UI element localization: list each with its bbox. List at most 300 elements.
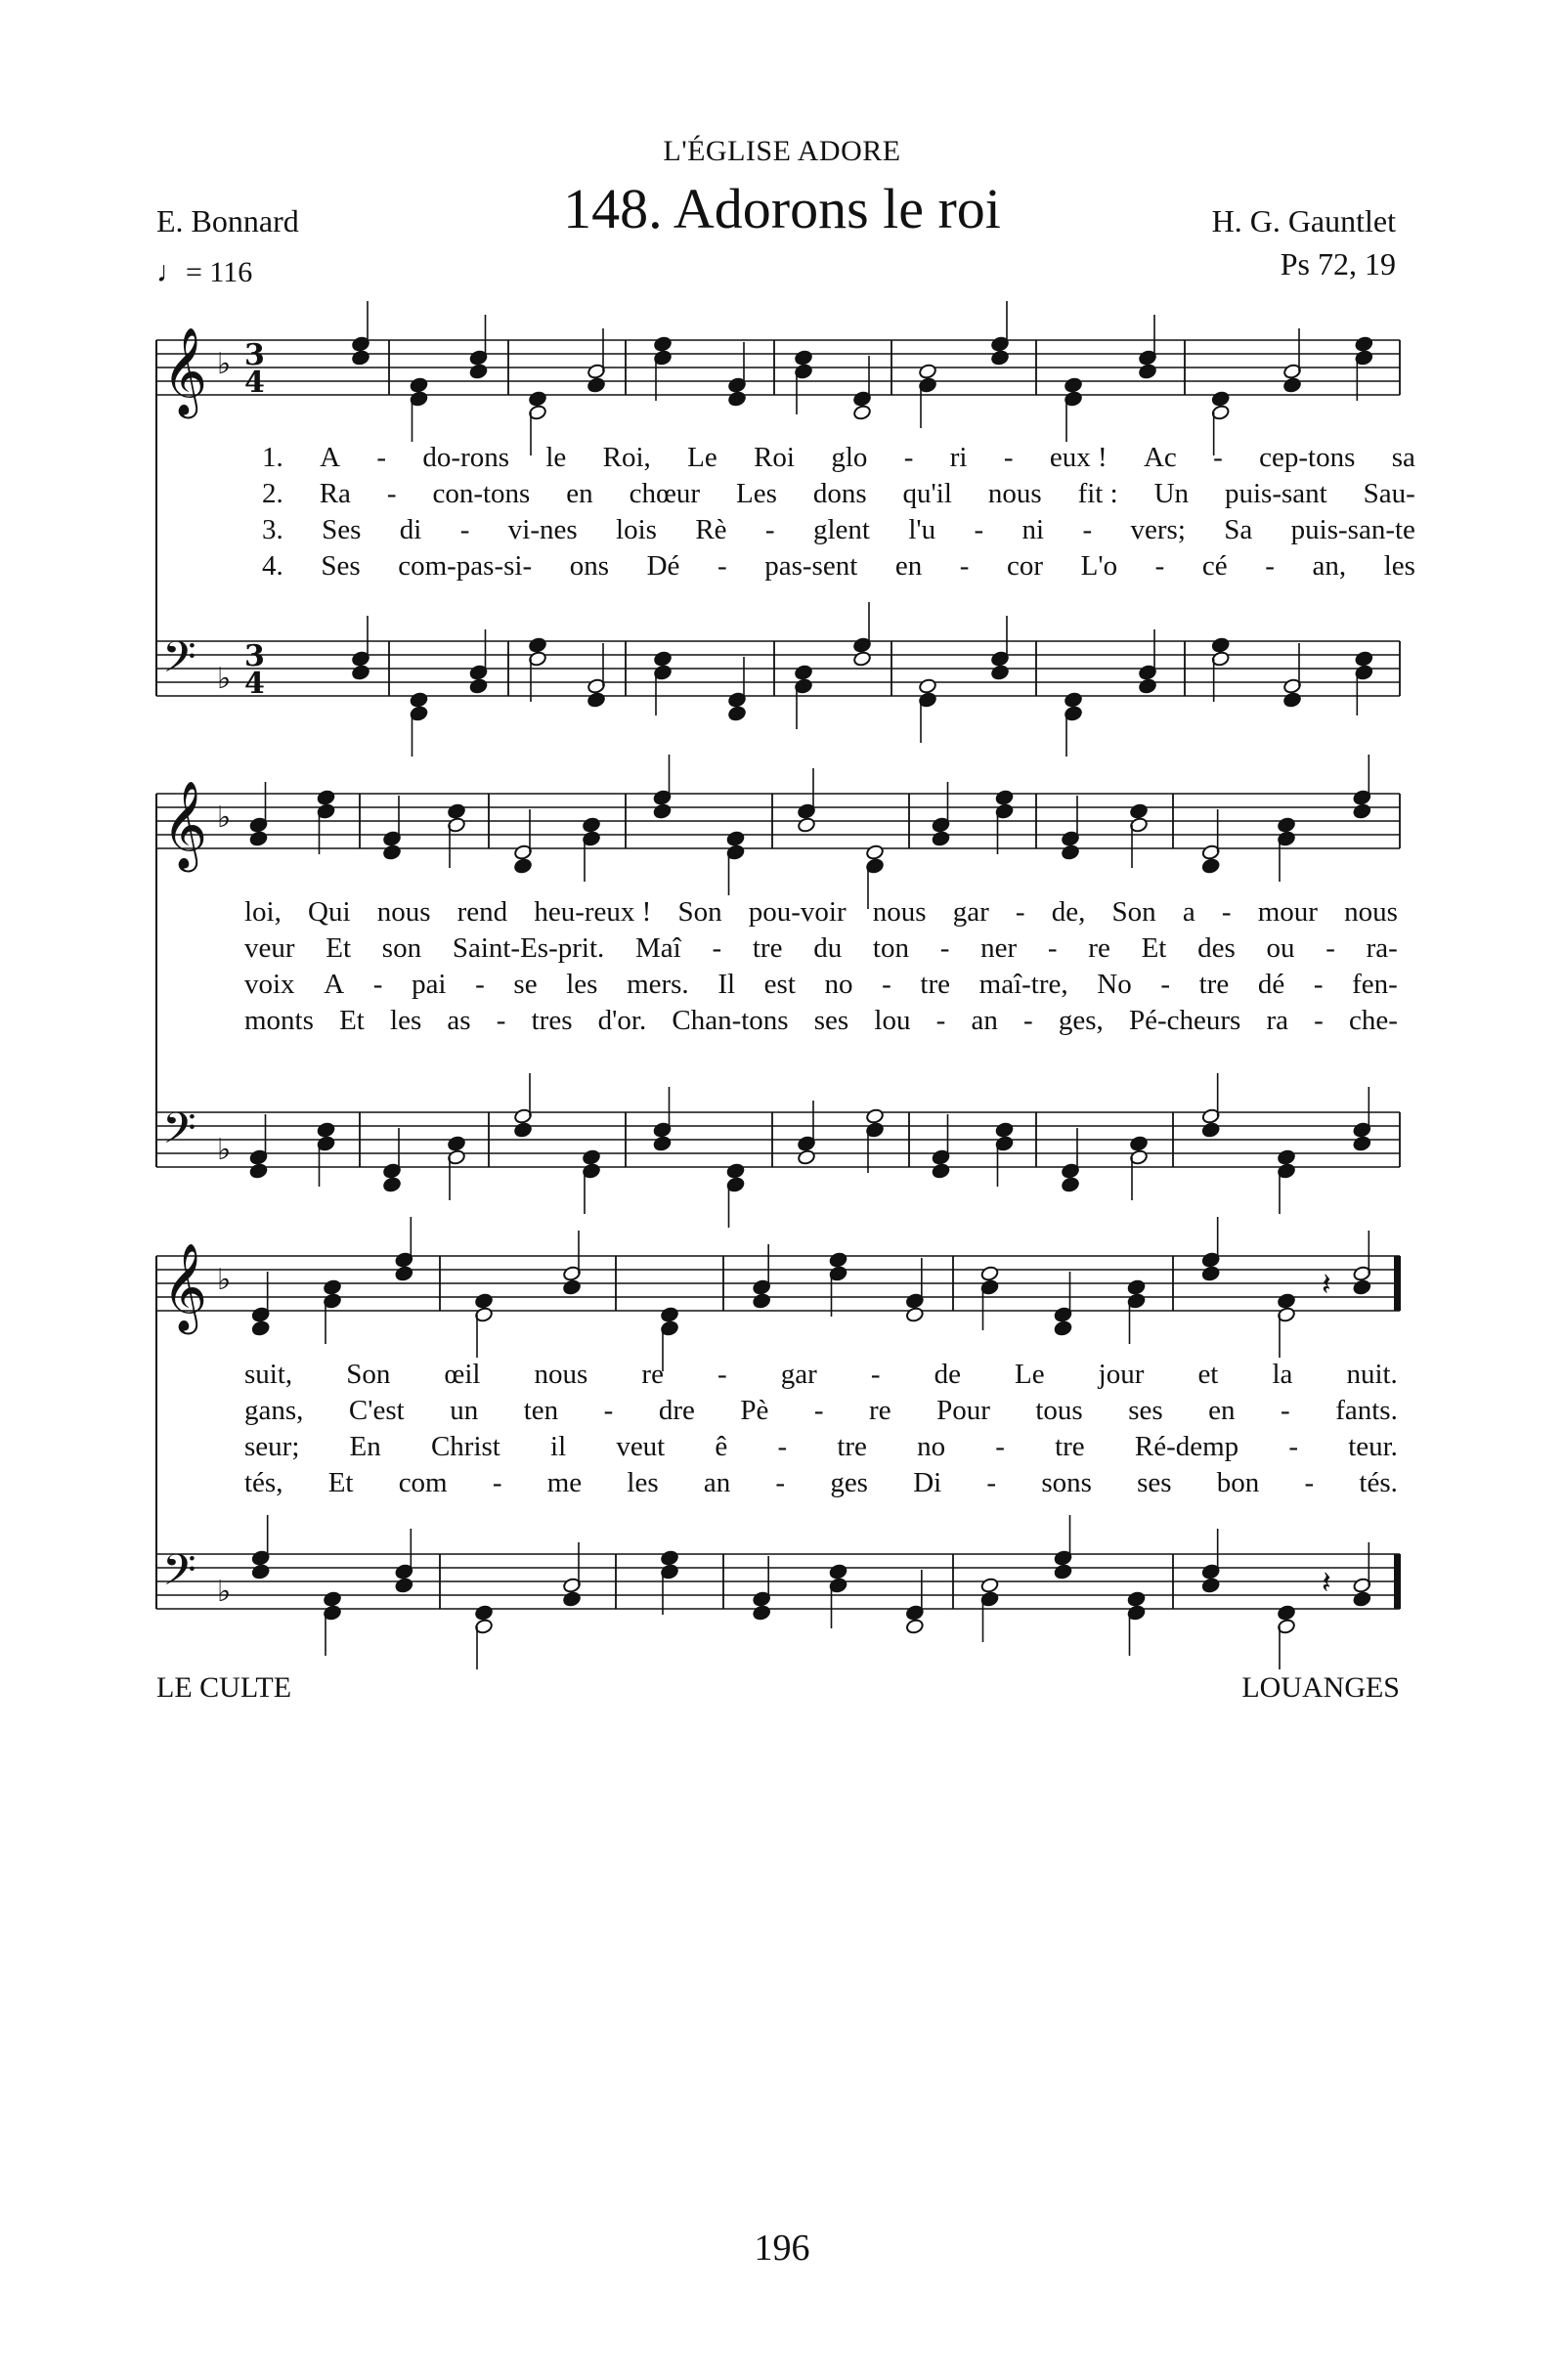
lyric-syllable: - xyxy=(959,550,970,582)
treble-clef-icon: 𝄞 xyxy=(162,781,208,869)
lyric-syllable: - xyxy=(986,1467,997,1498)
lyric-line xyxy=(262,440,1415,475)
lyric-syllable: - xyxy=(939,932,950,964)
lyric-syllable: Il xyxy=(717,969,736,1000)
note-head xyxy=(918,678,936,695)
lyric-syllable: No xyxy=(1097,969,1132,1000)
note-head xyxy=(1277,1149,1295,1166)
quarter-rest-icon: 𝄽 xyxy=(1322,1564,1331,1601)
lyric-syllable: Ses xyxy=(321,550,361,582)
note-head xyxy=(1127,1591,1146,1608)
lyric-syllable: ons xyxy=(569,550,609,582)
lyric-syllable: - xyxy=(1023,1005,1033,1036)
flat-icon: ♭ xyxy=(217,347,232,381)
lyric-syllable: - xyxy=(1213,442,1223,473)
note-head xyxy=(727,706,746,722)
lyric-syllable: tre xyxy=(1198,969,1230,1000)
lyric-syllable: tre xyxy=(920,969,951,1000)
lyric-syllable: an xyxy=(971,1005,998,1036)
lyric-syllable: - xyxy=(777,1431,788,1462)
lyric-syllable: - xyxy=(1160,969,1170,1000)
lyric-syllable: gar xyxy=(952,896,989,928)
lyric-syllable: 2. xyxy=(262,478,283,509)
note-head xyxy=(382,1177,401,1193)
lyric-syllable: de xyxy=(934,1359,961,1390)
note-head xyxy=(562,1279,581,1296)
note-head xyxy=(410,377,428,394)
lyric-syllable: Di xyxy=(913,1467,942,1498)
lyric-syllable: seur; xyxy=(244,1431,300,1462)
treble-clef-icon: 𝄞 xyxy=(162,1243,208,1331)
note-head xyxy=(469,364,488,380)
lyric-syllable: Roi, xyxy=(602,442,651,473)
note-head xyxy=(1282,377,1301,394)
lyric-syllable: - xyxy=(376,442,387,473)
lyric-syllable: A xyxy=(320,442,341,473)
lyric-line xyxy=(262,476,1415,511)
lyric-syllable: - xyxy=(903,442,914,473)
lyric-syllable: - xyxy=(1082,514,1093,545)
lyric-syllable: rend xyxy=(456,896,508,928)
lyric-syllable: Sa xyxy=(1224,514,1253,545)
lyric-syllable: L'o xyxy=(1080,550,1118,582)
lyric-syllable: tre xyxy=(752,932,783,964)
note-head xyxy=(474,1293,493,1310)
lyric-syllable: an, xyxy=(1312,550,1347,582)
lyric-syllable: Ra xyxy=(319,478,351,509)
bass-clef-icon: 𝄢 xyxy=(162,631,196,693)
lyric-syllable: les xyxy=(1383,550,1415,582)
hymn-title: 148. Adorons le roi xyxy=(563,177,1001,240)
lyric-syllable: - xyxy=(496,1005,506,1036)
note-head xyxy=(1064,377,1082,394)
lyric-syllable: qu'il xyxy=(902,478,952,509)
footer-subcategory: LOUANGES xyxy=(1241,1671,1400,1704)
note-head xyxy=(1129,1136,1148,1152)
lyric-syllable: cor xyxy=(1007,550,1044,582)
lyric-syllable: Ses xyxy=(322,514,362,545)
lyric-syllable: sa xyxy=(1391,442,1415,473)
lyric-syllable: nous xyxy=(1344,896,1398,928)
lyric-syllable: gans, xyxy=(244,1395,304,1426)
lyric-syllable: veur xyxy=(244,932,295,964)
lyric-syllable: heu-reux ! xyxy=(534,896,652,928)
lyric-syllable: cep-tons xyxy=(1259,442,1356,473)
lyric-syllable: puis-san-te xyxy=(1290,514,1415,545)
lyric-syllable: suit, xyxy=(244,1359,293,1390)
note-head xyxy=(660,1307,678,1323)
note-head xyxy=(990,665,1009,681)
lyric-syllable: - xyxy=(775,1467,786,1498)
lyric-syllable: Saint-Es-prit. xyxy=(452,932,605,964)
lyric-syllable: tre xyxy=(837,1431,867,1462)
lyric-syllable: - xyxy=(717,550,727,582)
lyric-syllable: con-tons xyxy=(432,478,531,509)
note-head xyxy=(797,1149,815,1166)
lyric-syllable: ges xyxy=(830,1467,868,1498)
time-signature-bottom: 4 xyxy=(244,667,265,701)
lyric-syllable: monts xyxy=(244,1005,314,1036)
note-head xyxy=(852,405,871,421)
lyric-syllable: 1. xyxy=(262,442,283,473)
note-head xyxy=(794,350,812,367)
lyric-syllable: Dé xyxy=(646,550,680,582)
lyric-syllable: 3. xyxy=(262,514,283,545)
lyric-syllable: ner xyxy=(980,932,1018,964)
note-head xyxy=(995,790,1014,806)
lyric-syllable: veut xyxy=(616,1431,666,1462)
note-head xyxy=(852,651,871,668)
lyric-syllable: - xyxy=(813,1395,824,1426)
lyric-syllable: - xyxy=(764,514,775,545)
time-signature-top: 3 xyxy=(244,639,265,673)
note-head xyxy=(1201,1122,1220,1139)
final-barline xyxy=(1394,1554,1401,1609)
lyric-syllable: maî-tre, xyxy=(978,969,1068,1000)
note-head xyxy=(528,637,546,654)
lyric-syllable: sons xyxy=(1041,1467,1092,1498)
lyric-syllable: du xyxy=(813,932,843,964)
lyric-syllable: Maî xyxy=(635,932,681,964)
lyric-syllable: - xyxy=(1003,442,1014,473)
lyric-syllable: Le xyxy=(687,442,717,473)
lyric-syllable: lou xyxy=(874,1005,911,1036)
note-head xyxy=(980,1266,999,1282)
lyric-syllable: che- xyxy=(1349,1005,1398,1036)
lyric-syllable: œil xyxy=(444,1359,481,1390)
note-head xyxy=(1282,692,1301,709)
lyric-syllable: ni xyxy=(1021,514,1045,545)
quarter-rest-icon: 𝄽 xyxy=(1322,1266,1331,1303)
lyric-syllable: Ré-demp xyxy=(1134,1431,1239,1462)
note-head xyxy=(726,1163,745,1180)
lyric-syllable: - xyxy=(1304,1467,1315,1498)
lyric-syllable: nuit. xyxy=(1346,1359,1398,1390)
lyric-syllable: lois xyxy=(616,514,657,545)
lyric-syllable: glo xyxy=(831,442,868,473)
note-head xyxy=(251,1564,270,1580)
lyric-syllable: mour xyxy=(1257,896,1318,928)
lyric-syllable: Sau- xyxy=(1363,478,1415,509)
lyric-syllable: Et xyxy=(339,1005,365,1036)
lyric-syllable: Et xyxy=(1141,932,1167,964)
lyric-syllable: Chan-tons xyxy=(672,1005,789,1036)
lyric-syllable: Ac xyxy=(1143,442,1177,473)
lyric-syllable: jour xyxy=(1098,1359,1145,1390)
lyric-syllable: voix xyxy=(244,969,295,1000)
note-head xyxy=(660,1550,678,1567)
note-head xyxy=(582,1149,600,1166)
text-author: E. Bonnard xyxy=(156,203,299,238)
lyric-syllable: ges, xyxy=(1058,1005,1104,1036)
note-head xyxy=(447,803,465,820)
lyric-line xyxy=(244,1357,1398,1392)
note-head xyxy=(1201,858,1220,875)
lyric-syllable: Et xyxy=(326,932,352,964)
lyric-syllable: Son xyxy=(346,1359,391,1390)
lyric-syllable: en xyxy=(894,550,923,582)
note-head xyxy=(1127,1279,1146,1296)
lyric-syllable: - xyxy=(475,969,485,1000)
note-head xyxy=(1277,1605,1295,1622)
lyric-syllable: En xyxy=(349,1431,381,1462)
lyric-syllable: - xyxy=(1313,969,1324,1000)
lyric-syllable: - xyxy=(1221,896,1232,928)
lyric-syllable: - xyxy=(1314,1005,1324,1036)
note-head xyxy=(382,844,401,861)
note-head xyxy=(865,844,884,861)
lyric-syllable: les xyxy=(390,1005,422,1036)
lyric-line xyxy=(244,894,1398,930)
note-head xyxy=(562,1591,581,1608)
note-head xyxy=(797,817,815,834)
lyric-syllable: 4. xyxy=(262,550,283,582)
lyric-syllable: Qui xyxy=(308,896,351,928)
note-head xyxy=(1353,1279,1371,1296)
note-head xyxy=(1201,1578,1220,1594)
note-head xyxy=(980,1578,999,1594)
lyric-syllable: ses xyxy=(1137,1467,1172,1498)
lyric-syllable: an xyxy=(703,1467,731,1498)
note-head xyxy=(469,678,488,695)
note-head xyxy=(1353,1591,1371,1608)
lyric-line xyxy=(244,1393,1398,1428)
note-head xyxy=(586,377,605,394)
lyric-syllable: - xyxy=(459,514,470,545)
lyric-syllable: teur. xyxy=(1348,1431,1398,1462)
lyric-syllable: et xyxy=(1197,1359,1219,1390)
lyric-syllable: A xyxy=(324,969,345,1000)
note-head xyxy=(447,1136,465,1152)
lyric-syllable: - xyxy=(1325,932,1335,964)
lyric-syllable: Son xyxy=(1111,896,1156,928)
note-head xyxy=(1054,1564,1072,1580)
note-head xyxy=(1138,364,1156,380)
note-head xyxy=(513,858,532,875)
note-head xyxy=(1064,692,1082,709)
lyric-syllable: - xyxy=(492,1467,502,1498)
note-head xyxy=(995,1122,1014,1139)
lyric-syllable: les xyxy=(566,969,598,1000)
note-head xyxy=(395,1578,413,1594)
lyric-syllable: - xyxy=(603,1395,614,1426)
lyric-syllable: - xyxy=(882,969,891,1000)
note-head xyxy=(1211,637,1230,654)
note-head xyxy=(249,1163,268,1180)
lyric-syllable: tés, xyxy=(244,1467,283,1498)
lyric-syllable: il xyxy=(550,1431,567,1462)
time-signature-top: 3 xyxy=(244,338,265,372)
note-head xyxy=(794,665,812,681)
lyric-line xyxy=(262,512,1415,547)
treble-clef-icon: 𝄞 xyxy=(162,327,208,415)
lyric-syllable: as xyxy=(447,1005,471,1036)
composer: H. G. Gauntlet xyxy=(1211,203,1396,238)
lyric-syllable: - xyxy=(995,1431,1005,1462)
lyric-syllable: fen- xyxy=(1352,969,1398,1000)
lyric-syllable: C'est xyxy=(348,1395,405,1426)
lyric-syllable: est xyxy=(763,969,796,1000)
lyric-syllable: eux ! xyxy=(1049,442,1108,473)
lyric-syllable: - xyxy=(712,932,722,964)
lyric-syllable: - xyxy=(717,1359,727,1390)
note-head xyxy=(582,817,600,834)
note-head xyxy=(1061,844,1079,861)
lyric-syllable: me xyxy=(546,1467,583,1498)
lyric-syllable: re xyxy=(869,1395,891,1426)
lyric-syllable: le xyxy=(545,442,567,473)
lyric-syllable: - xyxy=(1154,550,1165,582)
lyric-syllable: di xyxy=(399,514,422,545)
tempo-marking xyxy=(156,256,252,289)
lyric-syllable: ten xyxy=(523,1395,559,1426)
lyric-line xyxy=(262,548,1415,584)
note-head xyxy=(829,1564,847,1580)
note-head xyxy=(905,1619,924,1635)
note-head xyxy=(317,790,335,806)
lyric-syllable: nous xyxy=(987,478,1042,509)
lyric-syllable: vers; xyxy=(1130,514,1186,545)
lyric-line xyxy=(244,1003,1398,1038)
note-head xyxy=(990,350,1009,367)
note-head xyxy=(474,1605,493,1622)
flat-icon: ♭ xyxy=(217,1133,232,1167)
lyric-syllable: ri xyxy=(949,442,968,473)
lyric-syllable: des xyxy=(1197,932,1236,964)
flat-icon: ♭ xyxy=(217,1575,232,1609)
note-head xyxy=(865,1108,884,1125)
lyric-syllable: - xyxy=(1281,1395,1290,1426)
lyric-syllable: Rè xyxy=(695,514,727,545)
lyric-syllable: bon xyxy=(1216,1467,1260,1498)
lyric-line xyxy=(244,967,1398,1002)
lyric-syllable: dre xyxy=(658,1395,695,1426)
lyric-syllable: la xyxy=(1272,1359,1293,1390)
note-head xyxy=(251,1320,270,1337)
lyric-syllable: - xyxy=(1015,896,1025,928)
note-head xyxy=(653,1136,672,1152)
lyric-syllable: Et xyxy=(327,1467,354,1498)
note-head xyxy=(1054,1320,1072,1337)
lyric-syllable: en xyxy=(566,478,593,509)
lyric-syllable: un xyxy=(450,1395,479,1426)
lyric-syllable: ses xyxy=(1128,1395,1163,1426)
lyric-syllable: fit : xyxy=(1077,478,1118,509)
footer-category: LE CULTE xyxy=(156,1671,292,1704)
lyric-syllable: gar xyxy=(780,1359,817,1390)
lyric-syllable: com xyxy=(398,1467,448,1498)
lyric-syllable: ton xyxy=(872,932,909,964)
note-head xyxy=(932,831,950,847)
lyric-syllable: ra- xyxy=(1366,932,1398,964)
lyric-syllable: com-pas-si- xyxy=(398,550,533,582)
lyric-syllable: mers. xyxy=(627,969,689,1000)
tempo-value: = 116 xyxy=(186,256,253,288)
note-head xyxy=(351,665,369,681)
lyric-syllable: nous xyxy=(534,1359,588,1390)
lyric-syllable: tres xyxy=(531,1005,573,1036)
lyric-syllable: - xyxy=(935,1005,946,1036)
bass-clef-icon: 𝄢 xyxy=(162,1103,196,1164)
lyric-syllable: se xyxy=(513,969,538,1000)
note-head xyxy=(1355,336,1373,353)
note-head xyxy=(653,336,672,353)
lyric-syllable: Les xyxy=(736,478,777,509)
lyric-syllable: nous xyxy=(872,896,927,928)
page-number: 196 xyxy=(754,2228,810,2269)
lyric-syllable: de, xyxy=(1051,896,1086,928)
note-head xyxy=(1277,1293,1295,1310)
lyric-syllable: Pè xyxy=(740,1395,769,1426)
quarter-note-icon: ♩ xyxy=(156,256,186,288)
lyric-syllable: tre xyxy=(1055,1431,1085,1462)
lyric-syllable: pou-voir xyxy=(748,896,847,928)
lyric-syllable: les xyxy=(627,1467,659,1498)
note-head xyxy=(932,1163,950,1180)
note-head xyxy=(829,1252,847,1269)
lyric-syllable: dons xyxy=(812,478,867,509)
scripture-reference: Ps 72, 19 xyxy=(1280,246,1396,281)
lyric-syllable: Christ xyxy=(430,1431,500,1462)
lyric-syllable: chœur xyxy=(629,478,701,509)
lyric-syllable: pas-sent xyxy=(764,550,858,582)
lyric-syllable: tés. xyxy=(1359,1467,1398,1498)
lyric-syllable: Roi xyxy=(754,442,795,473)
note-head xyxy=(918,364,936,380)
lyric-syllable: Pour xyxy=(936,1395,990,1426)
lyric-syllable: re xyxy=(641,1359,664,1390)
lyric-syllable: - xyxy=(870,1359,881,1390)
lyric-syllable: no xyxy=(824,969,853,1000)
lyric-syllable: ê xyxy=(715,1431,728,1462)
note-head xyxy=(653,803,672,820)
bass-clef-icon: 𝄢 xyxy=(162,1544,196,1606)
lyric-syllable: fants. xyxy=(1335,1395,1398,1426)
lyric-syllable: loi, xyxy=(244,896,282,928)
note-head xyxy=(753,1293,771,1310)
note-head xyxy=(317,1122,335,1139)
lyric-syllable: ra xyxy=(1266,1005,1288,1036)
lyric-syllable: son xyxy=(381,932,422,964)
lyric-syllable: l'u xyxy=(908,514,936,545)
lyric-syllable: Le xyxy=(1015,1359,1045,1390)
note-head xyxy=(1353,1136,1371,1152)
note-head xyxy=(323,1591,341,1608)
lyric-syllable: nous xyxy=(376,896,431,928)
section-title: L'ÉGLISE ADORE xyxy=(663,135,901,167)
note-head xyxy=(513,1122,532,1139)
lyric-syllable: ou xyxy=(1266,932,1295,964)
note-head xyxy=(727,391,746,408)
lyric-line xyxy=(244,1429,1398,1464)
lyric-syllable: ses xyxy=(813,1005,849,1036)
note-head xyxy=(1138,678,1156,695)
lyric-syllable: - xyxy=(372,969,383,1000)
lyric-syllable: do-rons xyxy=(422,442,510,473)
note-head xyxy=(1129,803,1148,820)
lyric-line xyxy=(244,930,1398,966)
note-head xyxy=(395,1266,413,1282)
lyric-syllable: - xyxy=(1265,550,1275,582)
note-head xyxy=(528,391,546,408)
lyric-line xyxy=(244,1465,1398,1500)
lyric-syllable: Pé-cheurs xyxy=(1128,1005,1241,1036)
flat-icon: ♭ xyxy=(217,662,232,696)
note-head xyxy=(1061,1177,1079,1193)
lyric-syllable: re xyxy=(1088,932,1110,964)
note-head xyxy=(1353,803,1371,820)
lyric-syllable: vi-nes xyxy=(507,514,578,545)
